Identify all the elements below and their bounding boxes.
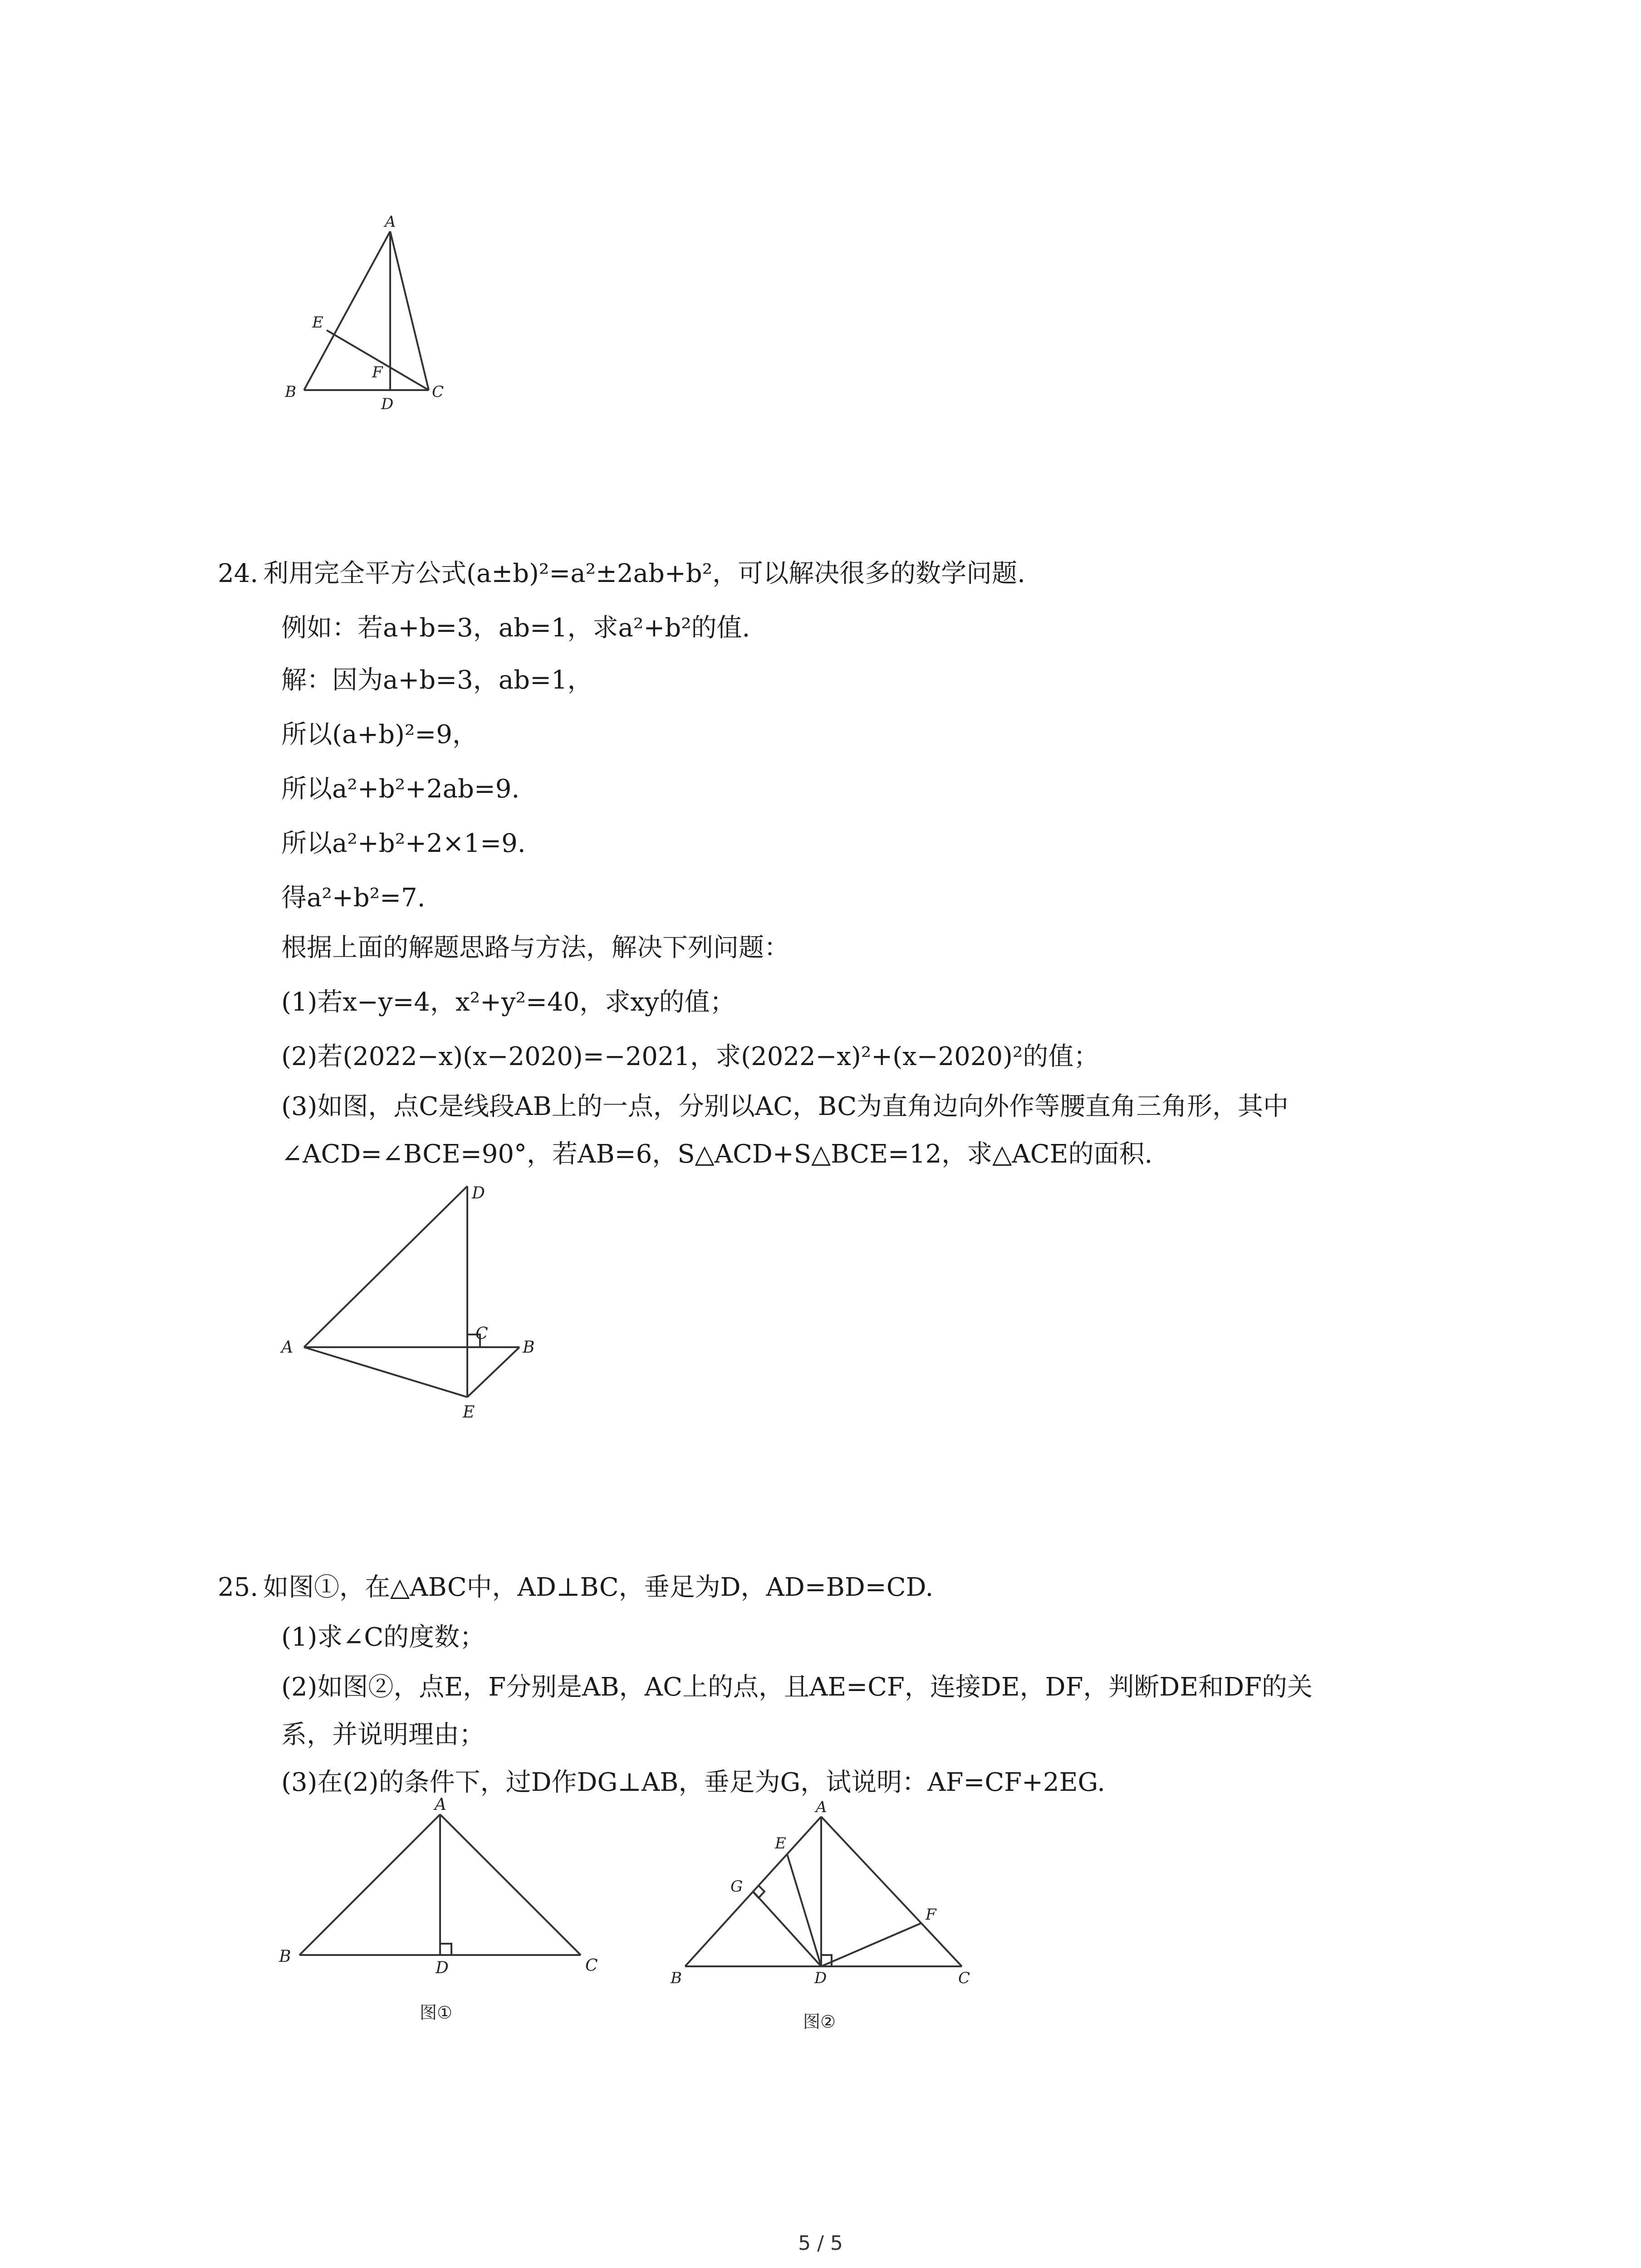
q25-part-2a: (2)如图②，点E，F分别是AB，AC上的点，且AE=CF，连接DE，DF，判断DE和DF的关 <box>281 1672 1313 1702</box>
label-C: C <box>475 1325 488 1343</box>
label-C: C <box>958 1969 970 1987</box>
caption-fig-1: 图① <box>420 2003 453 2023</box>
label-C: C <box>432 383 444 401</box>
q24-part-3a: (3)如图，点C是线段AB上的一点，分别以AC，BC为直角边向外作等腰直角三角形，其中 <box>281 1092 1289 1121</box>
page-number: 5 / 5 <box>798 2232 843 2255</box>
label-F: F <box>372 363 383 381</box>
q25-part-1: (1)求∠C的度数； <box>281 1623 485 1652</box>
label-A: A <box>816 1798 827 1816</box>
label-A: A <box>385 213 396 231</box>
label-D: D <box>472 1184 485 1202</box>
q24-method: 根据上面的解题思路与方法，解决下列问题： <box>281 933 789 963</box>
label-A: A <box>435 1796 446 1814</box>
q24-intro: 利用完全平方公式(a±b)²=a²±2ab+b²，可以解决很多的数学问题. <box>263 559 1025 588</box>
label-D: D <box>381 395 394 413</box>
figure-q25-1 <box>272 1796 617 2050</box>
label-B: B <box>285 383 296 401</box>
caption-fig-2: 图② <box>803 2012 836 2032</box>
q24-solution-4: 所以a²+b²+2×1=9. <box>281 829 526 858</box>
q25-intro: 如图①，在△ABC中，AD⊥BC，垂足为D，AD=BD=CD. <box>263 1573 934 1602</box>
label-D: D <box>436 1959 449 1977</box>
q24-number: 24. <box>218 559 259 588</box>
label-E: E <box>312 313 323 332</box>
label-F: F <box>926 1906 936 1924</box>
figure-q24 <box>272 1170 563 1438</box>
label-B: B <box>523 1338 535 1357</box>
q24-solution-2: 所以(a+b)²=9， <box>281 720 478 749</box>
label-A: A <box>281 1338 293 1357</box>
label-D: D <box>814 1969 827 1987</box>
q24-example: 例如：若a+b=3，ab=1，求a²+b²的值. <box>281 613 750 643</box>
q24-part-2: (2)若(2022−x)(x−2020)=−2021，求(2022−x)²+(x−2020)²的值； <box>281 1042 1099 1071</box>
label-B: B <box>671 1969 682 1987</box>
q24-part-1: (1)若x−y=4，x²+y²=40，求xy的值； <box>281 987 735 1017</box>
q24-part-3b: ∠ACD=∠BCE=90°，若AB=6，S△ACD+S△BCE=12，求△ACE的面积. <box>281 1139 1153 1169</box>
q25-part-2b: 系，并说明理由； <box>281 1720 485 1750</box>
label-E: E <box>463 1403 475 1422</box>
label-B: B <box>279 1947 291 1966</box>
label-G: G <box>730 1877 743 1896</box>
label-E: E <box>775 1834 786 1853</box>
q25-part-3: (3)在(2)的条件下，过D作DG⊥AB，垂足为G，试说明：AF=CF+2EG. <box>281 1768 1106 1797</box>
q25-number: 25. <box>218 1573 259 1602</box>
label-C: C <box>585 1956 598 1975</box>
figure-q23 <box>268 213 476 417</box>
q24-solution-1: 解：因为a+b=3，ab=1， <box>281 665 593 695</box>
q24-solution-5: 得a²+b²=7. <box>281 883 426 913</box>
q24-solution-3: 所以a²+b²+2ab=9. <box>281 774 520 804</box>
figure-q25-2 <box>658 1796 1012 2050</box>
